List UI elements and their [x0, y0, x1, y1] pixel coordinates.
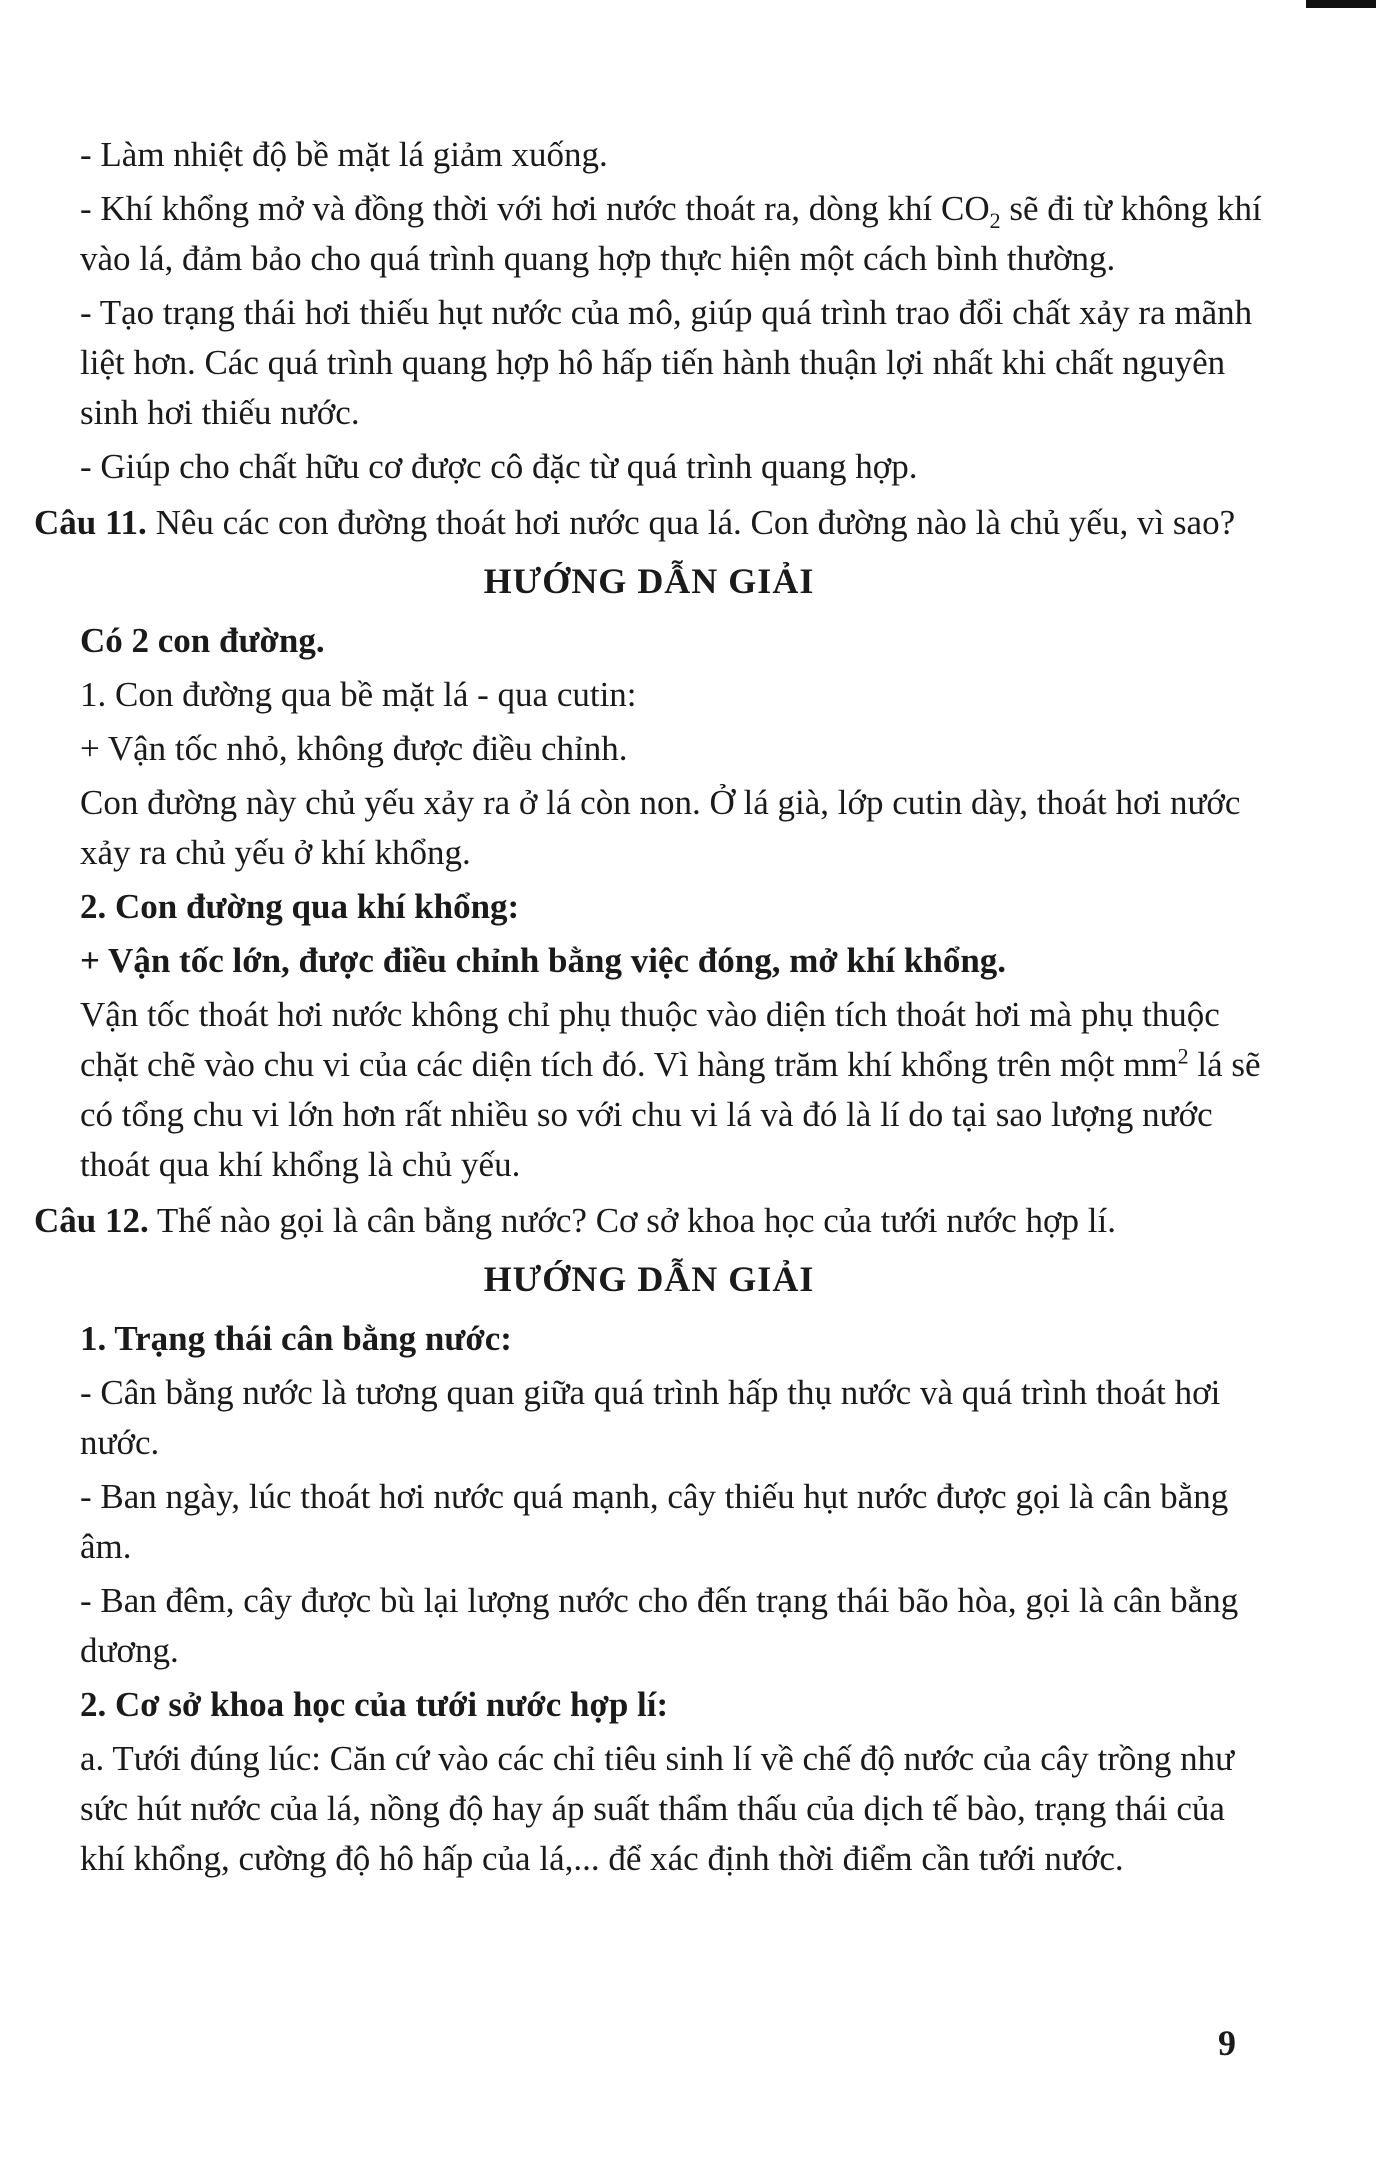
bullet-organic-matter: - Giúp cho chất hữu cơ được cô đặc từ quá trình quang hợp. [80, 447, 918, 486]
scan-edge-mark [1306, 0, 1376, 8]
answer-11-intro: Có 2 con đường. [80, 621, 325, 660]
answer-12-section2-a: a. Tưới đúng lúc: Căn cứ vào các chỉ tiêu sinh lí về chế độ nước của cây trồng như sức hút nước của lá, nồng độ hay áp suất thẩm thấu của dịch tế bào, trạng thái của khí khổng, cường độ hô hấp của lá,... để xác định thời điểm cần tưới nước. [80, 1739, 1235, 1878]
question-11-text: Nêu các con đường thoát hơi nước qua lá. Con đường nào là chủ yếu, vì sao? [146, 503, 1236, 542]
question-12-text: Thế nào gọi là cân bằng nước? Cơ sở khoa học của tưới nước hợp lí. [148, 1201, 1116, 1240]
question-12-label: Câu 12. [34, 1201, 149, 1240]
answer-11-path1-title: 1. Con đường qua bề mặt lá - qua cutin: [80, 675, 637, 714]
page-body [34, 130, 1264, 1888]
answer-12-section1-a: - Cân bằng nước là tương quan giữa quá trình hấp thụ nước và quá trình thoát hơi nước. [80, 1373, 1221, 1462]
answer-11-path1-point: + Vận tốc nhỏ, không được điều chỉnh. [80, 729, 628, 768]
question-12 [34, 1196, 1264, 1246]
bullet-stomata-co2 [34, 184, 1264, 284]
answer-11-path1-text: Con đường này chủ yếu xảy ra ở lá còn non. Ở lá già, lớp cutin dày, thoát hơi nước xảy ra chủ yếu ở khí khổng. [80, 783, 1241, 872]
path2-text-b: lá sẽ có tổng chu vi lớn hơn rất nhiều so với chu vi lá và đó là lí do tại sao lượng nước thoát qua khí khổng là chủ yếu. [80, 1045, 1261, 1184]
answer-11-path2-text [34, 990, 1264, 1190]
co2-subscript: 2 [989, 208, 1001, 233]
path2-text-a: Vận tốc thoát hơi nước không chỉ phụ thuộc vào diện tích thoát hơi mà phụ thuộc chặt chẽ vào chu vi của các diện tích đó. Vì hàng trăm khí khổng trên một mm [80, 995, 1220, 1084]
answer-12-section1-c: - Ban đêm, cây được bù lại lượng nước cho đến trạng thái bão hòa, gọi là cân bằng dương. [80, 1581, 1239, 1670]
bullet-water-deficit: - Tạo trạng thái hơi thiếu hụt nước của mô, giúp quá trình trao đổi chất xảy ra mãnh liệt hơn. Các quá trình quang hợp hô hấp tiến hành thuận lợi nhất khi chất nguyên sinh hơi thiếu nước. [80, 293, 1253, 432]
co2-text-b: sẽ đi từ không khí vào lá, đảm bảo cho quá trình quang hợp thực hiện một cách bình thường. [80, 189, 1262, 278]
answer-12-section1-title: 1. Trạng thái cân bằng nước: [80, 1319, 512, 1358]
question-11-label: Câu 11. [34, 503, 147, 542]
question-11 [34, 498, 1264, 548]
answer-heading-11: HƯỚNG DẪN GIẢI [483, 561, 815, 601]
answer-11-path2-point: + Vận tốc lớn, được điều chỉnh bằng việc đóng, mở khí khổng. [80, 941, 1007, 980]
bullet-leaf-temperature: - Làm nhiệt độ bề mặt lá giảm xuống. [80, 135, 608, 174]
answer-12-section2-title: 2. Cơ sở khoa học của tưới nước hợp lí: [80, 1685, 669, 1724]
mm2-superscript: 2 [1177, 1043, 1189, 1069]
page-number: 9 [1218, 2023, 1236, 2063]
answer-11-path2-title: 2. Con đường qua khí khổng: [80, 887, 520, 926]
answer-heading-12: HƯỚNG DẪN GIẢI [483, 1259, 815, 1299]
co2-text-a: - Khí khổng mở và đồng thời với hơi nước thoát ra, dòng khí CO [80, 189, 990, 228]
answer-12-section1-b: - Ban ngày, lúc thoát hơi nước quá mạnh, cây thiếu hụt nước được gọi là cân bằng âm. [80, 1477, 1229, 1566]
